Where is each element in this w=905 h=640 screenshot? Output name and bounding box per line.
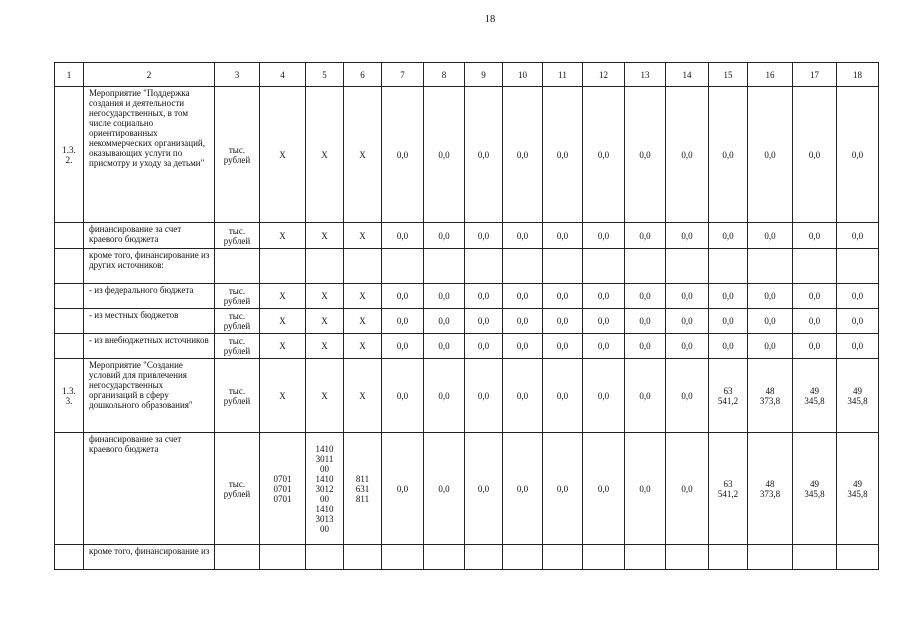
value-cell: 0,0 xyxy=(583,359,625,433)
value-cell: 0,0 xyxy=(382,223,424,249)
value-cell xyxy=(837,545,879,570)
value-cell xyxy=(543,249,583,284)
value-cell: 0,0 xyxy=(382,309,424,334)
value-cell: 0,0 xyxy=(793,223,837,249)
value-cell: 0,0 xyxy=(543,334,583,359)
value-cell: 0,0 xyxy=(666,284,709,309)
row-description-cell: кроме того, финансирование из xyxy=(84,545,215,570)
header-cell: 17 xyxy=(793,63,837,87)
value-cell xyxy=(503,545,543,570)
value-cell: 0,0 xyxy=(748,334,793,359)
value-cell: 63 541,2 xyxy=(709,433,748,545)
header-cell: 13 xyxy=(625,63,666,87)
value-cell: 0,0 xyxy=(837,334,879,359)
value-cell: 0,0 xyxy=(503,284,543,309)
row-description-cell: - из местных бюджетов xyxy=(84,309,215,334)
row-id-cell xyxy=(55,334,84,359)
value-cell: 0,0 xyxy=(583,223,625,249)
value-cell: 49 345,8 xyxy=(837,433,879,545)
value-cell: 49 345,8 xyxy=(837,359,879,433)
unit-cell: тыс. рублей xyxy=(215,334,260,359)
value-cell: 0,0 xyxy=(709,284,748,309)
value-cell: 0,0 xyxy=(666,87,709,223)
value-cell: 0,0 xyxy=(465,433,503,545)
value-cell: 0,0 xyxy=(793,87,837,223)
row-description-cell: Мероприятие "Поддержка создания и деятельности негосударственных, в том числе социально ориентированных некоммерческих организаций, оказывающих услуги по присмотру и уходу за детьми" xyxy=(84,87,215,223)
code-cell: X xyxy=(306,87,344,223)
code-cell: X xyxy=(306,309,344,334)
value-cell: 0,0 xyxy=(583,433,625,545)
value-cell: 0,0 xyxy=(424,223,465,249)
value-cell: 0,0 xyxy=(424,309,465,334)
budget-table xyxy=(54,62,879,570)
value-cell: 0,0 xyxy=(583,87,625,223)
value-cell: 0,0 xyxy=(382,334,424,359)
code-cell xyxy=(344,249,382,284)
value-cell xyxy=(625,545,666,570)
row-id-cell xyxy=(55,223,84,249)
code-cell xyxy=(260,545,306,570)
value-cell: 0,0 xyxy=(748,87,793,223)
header-cell: 1 xyxy=(55,63,84,87)
code-cell: X xyxy=(344,359,382,433)
code-cell: X xyxy=(306,334,344,359)
row-id-cell: 1.3. 2. xyxy=(55,87,84,223)
code-cell xyxy=(306,545,344,570)
value-cell: 0,0 xyxy=(709,223,748,249)
value-cell xyxy=(625,249,666,284)
header-row xyxy=(55,63,879,87)
value-cell: 0,0 xyxy=(503,223,543,249)
header-cell: 7 xyxy=(382,63,424,87)
value-cell: 49 345,8 xyxy=(793,433,837,545)
value-cell xyxy=(382,249,424,284)
value-cell: 0,0 xyxy=(709,334,748,359)
code-cell xyxy=(344,545,382,570)
unit-cell: тыс. рублей xyxy=(215,309,260,334)
value-cell: 0,0 xyxy=(837,284,879,309)
table-row xyxy=(55,223,879,249)
unit-cell: тыс. рублей xyxy=(215,359,260,433)
value-cell xyxy=(503,249,543,284)
value-cell xyxy=(709,545,748,570)
value-cell xyxy=(543,545,583,570)
row-id-cell xyxy=(55,433,84,545)
value-cell: 0,0 xyxy=(503,359,543,433)
header-cell: 15 xyxy=(709,63,748,87)
row-description-cell: - из федерального бюджета xyxy=(84,284,215,309)
value-cell: 0,0 xyxy=(748,309,793,334)
value-cell xyxy=(583,545,625,570)
value-cell xyxy=(583,249,625,284)
header-cell: 8 xyxy=(424,63,465,87)
code-cell: 811 631 811 xyxy=(344,433,382,545)
header-cell: 14 xyxy=(666,63,709,87)
value-cell: 0,0 xyxy=(543,87,583,223)
value-cell: 0,0 xyxy=(625,433,666,545)
table-row xyxy=(55,545,879,570)
code-cell: X xyxy=(260,284,306,309)
value-cell: 0,0 xyxy=(625,284,666,309)
value-cell: 0,0 xyxy=(709,87,748,223)
value-cell: 0,0 xyxy=(543,359,583,433)
value-cell: 0,0 xyxy=(465,87,503,223)
header-cell: 5 xyxy=(306,63,344,87)
value-cell: 0,0 xyxy=(793,284,837,309)
value-cell: 0,0 xyxy=(625,223,666,249)
code-cell xyxy=(306,249,344,284)
value-cell xyxy=(382,545,424,570)
value-cell: 0,0 xyxy=(465,223,503,249)
value-cell: 0,0 xyxy=(666,359,709,433)
header-cell: 18 xyxy=(837,63,879,87)
code-cell: X xyxy=(344,334,382,359)
table-row xyxy=(55,87,879,223)
value-cell: 0,0 xyxy=(666,334,709,359)
value-cell: 0,0 xyxy=(583,284,625,309)
value-cell: 0,0 xyxy=(837,223,879,249)
value-cell: 0,0 xyxy=(583,309,625,334)
value-cell: 0,0 xyxy=(793,334,837,359)
value-cell xyxy=(837,249,879,284)
table-row xyxy=(55,309,879,334)
unit-cell: тыс. рублей xyxy=(215,433,260,545)
value-cell: 0,0 xyxy=(503,334,543,359)
value-cell: 0,0 xyxy=(503,87,543,223)
value-cell xyxy=(666,249,709,284)
value-cell: 0,0 xyxy=(543,433,583,545)
value-cell: 0,0 xyxy=(748,284,793,309)
unit-cell xyxy=(215,249,260,284)
header-cell: 4 xyxy=(260,63,306,87)
value-cell xyxy=(465,545,503,570)
value-cell: 0,0 xyxy=(748,223,793,249)
code-cell: X xyxy=(306,359,344,433)
unit-cell: тыс. рублей xyxy=(215,87,260,223)
value-cell xyxy=(748,545,793,570)
value-cell: 0,0 xyxy=(837,309,879,334)
value-cell: 0,0 xyxy=(666,223,709,249)
code-cell xyxy=(260,249,306,284)
code-cell: X xyxy=(344,284,382,309)
value-cell: 0,0 xyxy=(709,309,748,334)
code-cell: X xyxy=(344,309,382,334)
value-cell: 0,0 xyxy=(503,309,543,334)
value-cell: 48 373,8 xyxy=(748,359,793,433)
value-cell: 0,0 xyxy=(465,334,503,359)
header-cell: 2 xyxy=(84,63,215,87)
code-cell: X xyxy=(344,223,382,249)
value-cell: 0,0 xyxy=(465,284,503,309)
header-cell: 3 xyxy=(215,63,260,87)
row-description-cell: финансирование за счет краевого бюджета xyxy=(84,223,215,249)
code-cell: X xyxy=(260,223,306,249)
value-cell: 0,0 xyxy=(382,87,424,223)
header-cell: 16 xyxy=(748,63,793,87)
table-row xyxy=(55,284,879,309)
value-cell: 0,0 xyxy=(382,433,424,545)
value-cell: 0,0 xyxy=(503,433,543,545)
value-cell: 0,0 xyxy=(543,309,583,334)
value-cell xyxy=(424,545,465,570)
value-cell: 0,0 xyxy=(465,359,503,433)
table-row xyxy=(55,334,879,359)
value-cell: 0,0 xyxy=(424,334,465,359)
row-id-cell xyxy=(55,309,84,334)
value-cell: 0,0 xyxy=(465,309,503,334)
value-cell: 0,0 xyxy=(424,87,465,223)
value-cell: 49 345,8 xyxy=(793,359,837,433)
code-cell: X xyxy=(260,359,306,433)
table-row xyxy=(55,249,879,284)
header-cell: 6 xyxy=(344,63,382,87)
row-description-cell: - из внебюджетных источников xyxy=(84,334,215,359)
code-cell: X xyxy=(260,309,306,334)
value-cell xyxy=(709,249,748,284)
table-row xyxy=(55,433,879,545)
unit-cell: тыс. рублей xyxy=(215,284,260,309)
value-cell xyxy=(748,249,793,284)
value-cell: 0,0 xyxy=(382,359,424,433)
page-number: 18 xyxy=(484,14,496,25)
row-description-cell: Мероприятие "Создание условий для привлечения негосударственных организаций в сферу дошкольного образования" xyxy=(84,359,215,433)
code-cell: X xyxy=(344,87,382,223)
value-cell: 0,0 xyxy=(424,284,465,309)
value-cell: 0,0 xyxy=(424,359,465,433)
value-cell: 0,0 xyxy=(583,334,625,359)
value-cell xyxy=(424,249,465,284)
value-cell: 0,0 xyxy=(382,284,424,309)
row-id-cell xyxy=(55,284,84,309)
value-cell: 0,0 xyxy=(543,223,583,249)
value-cell: 0,0 xyxy=(793,309,837,334)
value-cell xyxy=(793,249,837,284)
value-cell xyxy=(793,545,837,570)
code-cell: X xyxy=(306,223,344,249)
value-cell: 0,0 xyxy=(666,309,709,334)
unit-cell xyxy=(215,545,260,570)
value-cell: 0,0 xyxy=(837,87,879,223)
row-id-cell xyxy=(55,249,84,284)
value-cell: 0,0 xyxy=(666,433,709,545)
value-cell: 63 541,2 xyxy=(709,359,748,433)
value-cell: 0,0 xyxy=(625,359,666,433)
header-cell: 11 xyxy=(543,63,583,87)
table-row xyxy=(55,359,879,433)
code-cell: X xyxy=(260,334,306,359)
value-cell: 0,0 xyxy=(625,309,666,334)
value-cell: 0,0 xyxy=(625,87,666,223)
row-id-cell: 1.3. 3. xyxy=(55,359,84,433)
value-cell xyxy=(465,249,503,284)
value-cell: 0,0 xyxy=(625,334,666,359)
row-description-cell: финансирование за счет краевого бюджета xyxy=(84,433,215,545)
code-cell: 0701 0701 0701 xyxy=(260,433,306,545)
code-cell: 1410 3011 00 1410 3012 00 1410 3013 00 xyxy=(306,433,344,545)
row-id-cell xyxy=(55,545,84,570)
code-cell: X xyxy=(260,87,306,223)
header-cell: 10 xyxy=(503,63,543,87)
header-cell: 9 xyxy=(465,63,503,87)
unit-cell: тыс. рублей xyxy=(215,223,260,249)
value-cell: 48 373,8 xyxy=(748,433,793,545)
header-cell: 12 xyxy=(583,63,625,87)
value-cell: 0,0 xyxy=(424,433,465,545)
value-cell xyxy=(666,545,709,570)
row-description-cell: кроме того, финансирование из других источников: xyxy=(84,249,215,284)
value-cell: 0,0 xyxy=(543,284,583,309)
code-cell: X xyxy=(306,284,344,309)
